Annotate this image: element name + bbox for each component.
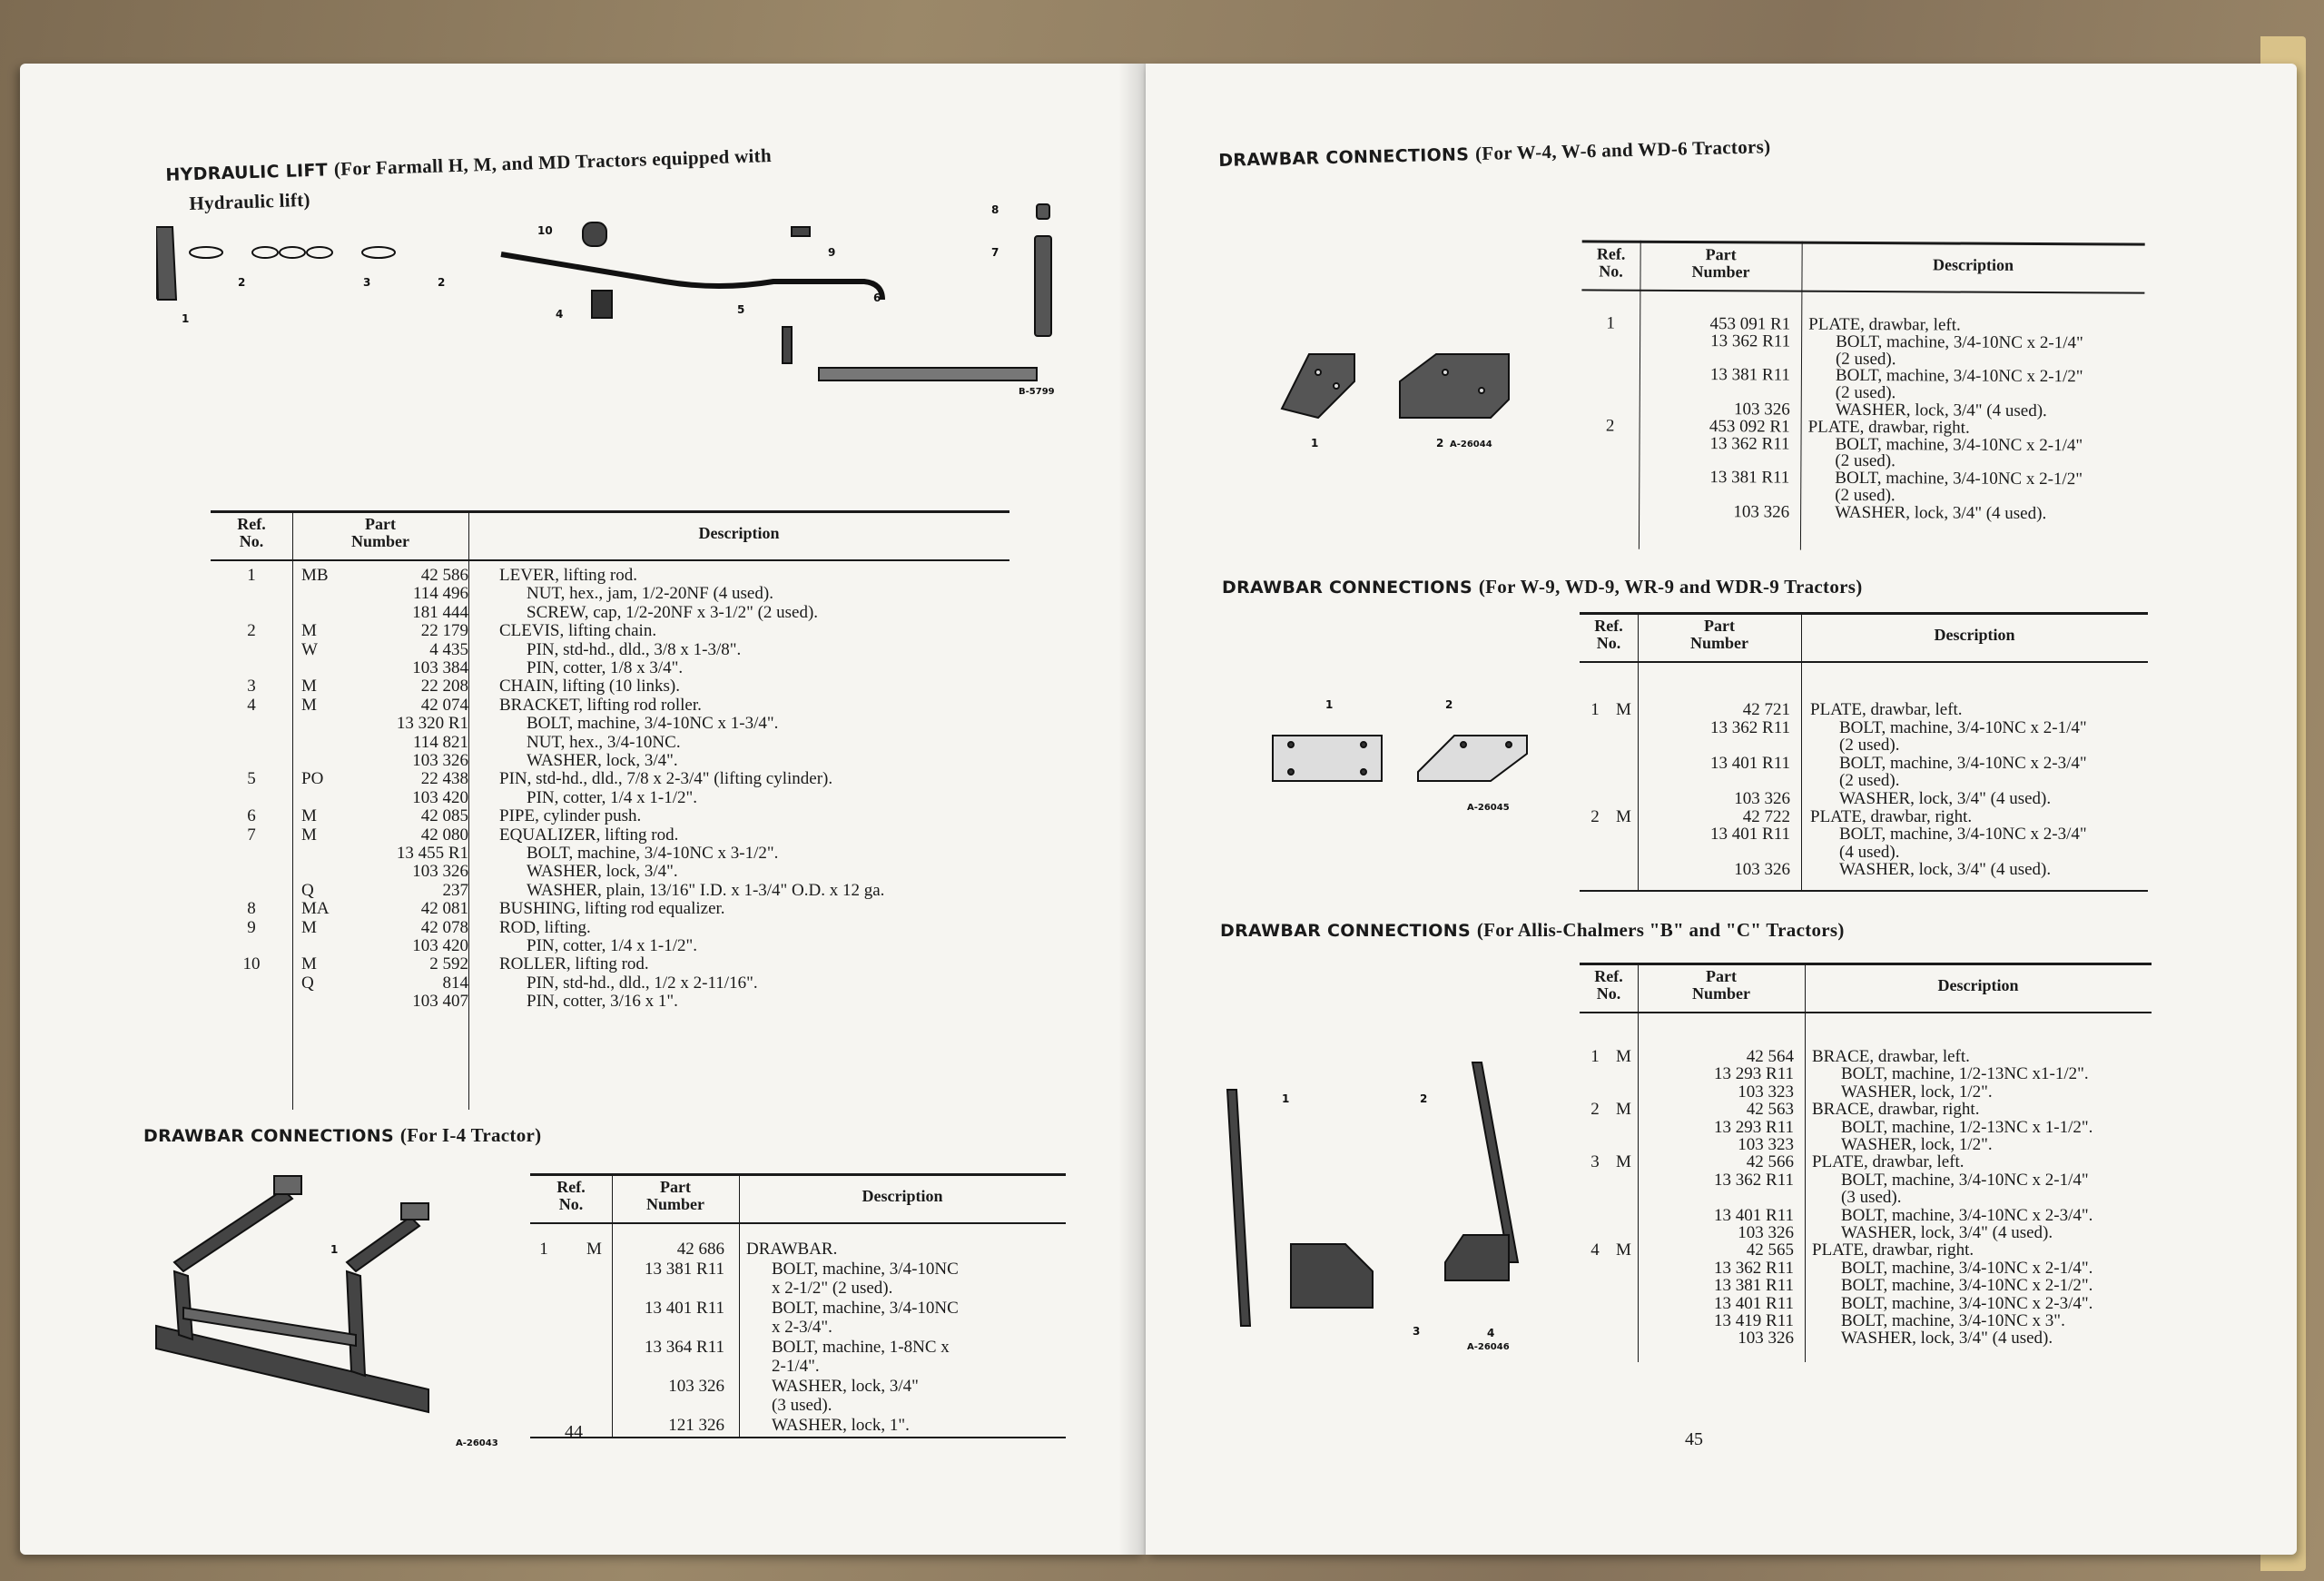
description-cell: BOLT, machine, 1/2-13NC x1-1/2".	[1841, 1064, 2089, 1084]
bolt-hole	[1361, 742, 1366, 747]
part-number-cell: 13 401 R11	[1714, 1205, 1794, 1225]
part-number-cell: 237	[442, 880, 468, 900]
plate-right	[1445, 1235, 1509, 1280]
description-cell: BOLT, machine, 3/4-10NC x 3".	[1841, 1311, 2065, 1330]
bolt-hole	[1315, 370, 1321, 375]
clevis-part	[190, 247, 222, 258]
drawbar-i4-heading	[143, 1124, 541, 1147]
part-code-cell: M	[301, 621, 317, 641]
description-cell: NUT, hex., 3/4-10NC.	[527, 732, 681, 752]
description-cell: BRACE, drawbar, right.	[1812, 1100, 1980, 1120]
drawbar-w9-heading	[1222, 576, 1863, 598]
part-code-cell: M	[1616, 1100, 1631, 1120]
bushing-top-part	[1037, 204, 1049, 219]
part-code-cell: M	[301, 695, 317, 715]
callout-1: 1	[1311, 437, 1319, 450]
description-cell: x 2-3/4".	[772, 1318, 832, 1337]
drawbar-leg	[347, 1271, 365, 1376]
col-description: Description	[862, 1187, 943, 1205]
callout-2b: 2	[438, 276, 446, 289]
hydraulic-lift-table	[211, 510, 1009, 1110]
ref-no-cell: 1	[1590, 700, 1600, 719]
drawbar-i4-subtitle: (For I-4 Tractor)	[399, 1124, 542, 1146]
plate-left	[1291, 1244, 1373, 1308]
drawbar-leg	[174, 1271, 192, 1339]
drawbar-w9-title: DRAWBAR CONNECTIONS	[1222, 578, 1472, 598]
description-cell: LEVER, lifting rod.	[499, 566, 637, 585]
description-cell: BOLT, machine, 3/4-10NC x 2-3/4"	[1839, 825, 2087, 845]
figure-code: A-26044	[1450, 440, 1492, 450]
callout-1: 1	[182, 312, 190, 325]
part-number-cell: 13 381 R11	[1714, 1276, 1794, 1296]
description-cell: CHAIN, lifting (10 links).	[499, 677, 680, 697]
ref-no-cell: 4	[247, 695, 256, 715]
part-code-cell: M	[1616, 1152, 1631, 1172]
part-number-cell: 121 326	[668, 1415, 724, 1435]
description-cell: BOLT, machine, 3/4-10NC x 2-1/2"	[1835, 366, 2083, 387]
callout-3: 3	[1413, 1325, 1421, 1338]
description-cell: PIN, cotter, 3/16 x 1".	[527, 992, 678, 1012]
part-number-cell: 13 293 R11	[1714, 1117, 1794, 1137]
callout-1: 1	[330, 1243, 339, 1256]
description-cell: BUSHING, lifting rod equalizer.	[499, 899, 725, 919]
part-number-cell: 13 362 R11	[1714, 1258, 1794, 1278]
bracket-part	[592, 291, 612, 318]
part-number-cell: 13 293 R11	[1714, 1064, 1794, 1084]
part-number-cell: 13 362 R11	[1709, 433, 1790, 454]
cylinder-push-pipe	[819, 368, 1037, 380]
description-cell: BOLT, machine, 3/4-10NC x 2-1/4"	[1835, 434, 2083, 455]
part-number-cell: 103 323	[1738, 1082, 1794, 1102]
part-number-cell: 103 326	[1733, 502, 1790, 522]
col-ref-no: Ref. No.	[556, 1178, 586, 1213]
part-code-cell: Q	[301, 880, 314, 900]
description-cell: BOLT, machine, 3/4-10NC x 2-3/4"	[1839, 753, 2087, 773]
ref-no-cell: 1	[1590, 1047, 1600, 1066]
ref-no-cell: 1	[539, 1240, 548, 1259]
drawbar-ac-figure	[1209, 1026, 1590, 1353]
part-number-cell: 42 564	[1746, 1047, 1794, 1066]
part-number-cell: 103 420	[412, 787, 468, 807]
part-number-cell: 42 074	[420, 695, 468, 715]
description-cell: PLATE, drawbar, right.	[1812, 1240, 1974, 1260]
description-cell: PIN, std-hd., dld., 3/8 x 1-3/8".	[527, 639, 742, 659]
callout-2: 2	[238, 276, 246, 289]
part-number-cell: 42 686	[676, 1240, 724, 1259]
part-number-cell: 13 364 R11	[645, 1337, 724, 1357]
bolt-hole	[1361, 769, 1366, 775]
part-number-cell: 42 722	[1742, 806, 1790, 826]
ref-no-cell: 10	[242, 954, 261, 974]
part-number-cell: 13 320 R1	[396, 714, 468, 734]
description-cell: BOLT, machine, 3/4-10NC x 2-1/4"	[1841, 1170, 2089, 1190]
description-cell: BRACKET, lifting rod roller.	[499, 695, 702, 715]
hydraulic-lift-figure	[156, 200, 1064, 400]
description-cell: PLATE, drawbar, left.	[1812, 1152, 1965, 1172]
ref-no-cell: 3	[1590, 1152, 1600, 1172]
chain-link	[280, 247, 305, 258]
hydraulic-lift-heading	[165, 144, 772, 186]
callout-2: 2	[1436, 437, 1444, 450]
description-cell: EQUALIZER, lifting rod.	[499, 825, 679, 845]
drawbar-w4-figure	[1264, 336, 1590, 481]
part-number-cell: 13 381 R11	[1709, 468, 1790, 488]
callout-1: 1	[1325, 698, 1334, 711]
callout-2: 2	[1445, 698, 1453, 711]
bolt-hole	[1334, 383, 1339, 389]
part-number-cell: 42 565	[1746, 1240, 1794, 1260]
description-cell: BOLT, machine, 1-8NC x	[772, 1337, 950, 1357]
description-cell: (4 used).	[1839, 842, 1900, 862]
lever-shape	[156, 227, 176, 300]
drawbar-w9-figure	[1255, 681, 1600, 817]
drawbar-w9-table	[1580, 612, 2148, 894]
part-code-cell: MB	[301, 566, 329, 585]
part-number-cell: 103 326	[668, 1376, 724, 1396]
description-cell: PLATE, drawbar, left.	[1808, 314, 1961, 335]
drawbar-front-bar	[156, 1326, 428, 1412]
description-cell: WASHER, lock, 3/4" (4 used).	[1841, 1223, 2053, 1242]
callout-4: 4	[1487, 1327, 1495, 1339]
drawbar-w4-title: DRAWBAR CONNECTIONS	[1218, 144, 1470, 171]
hydraulic-lift-subtitle-2: Hydraulic lift)	[189, 188, 311, 214]
part-number-cell: 103 326	[412, 751, 468, 770]
description-cell: PIN, std-hd., dld., 1/2 x 2-11/16".	[527, 973, 758, 993]
drawbar-ac-heading	[1220, 919, 1845, 942]
description-cell: (2 used).	[1839, 736, 1900, 756]
description-cell: PIPE, cylinder push.	[499, 806, 642, 826]
description-cell: (2 used).	[1835, 451, 1896, 471]
description-cell: BOLT, machine, 3/4-10NC	[772, 1298, 959, 1318]
col-description: Description	[1937, 976, 2019, 994]
part-number-cell: 13 455 R1	[396, 844, 468, 863]
hydraulic-lift-title: HYDRAULIC LIFT	[165, 160, 329, 185]
col-part-number: Part Number	[1690, 617, 1748, 652]
part-number-cell: 103 326	[412, 862, 468, 882]
description-cell: PLATE, drawbar, right.	[1810, 806, 1973, 826]
part-number-cell: 114 821	[412, 732, 468, 752]
bolt-hole	[1443, 370, 1448, 375]
drawbar-bracket	[401, 1203, 428, 1220]
col-part-number: Part Number	[646, 1178, 704, 1213]
drawbar-i4-figure	[120, 1153, 510, 1453]
part-number-cell: 13 401 R11	[1714, 1293, 1794, 1313]
figure-code: A-26043	[456, 1438, 498, 1448]
brace-left	[1227, 1090, 1250, 1326]
description-cell: BOLT, machine, 3/4-10NC x 2-1/4"	[1836, 331, 2083, 353]
part-code-cell: W	[301, 639, 318, 659]
part-number-cell: 103 323	[1738, 1135, 1794, 1154]
part-number-cell: 42 586	[420, 566, 468, 585]
ref-no-cell: 2	[1605, 416, 1615, 436]
description-cell: ROD, lifting.	[499, 917, 591, 937]
part-number-cell: 103 326	[1738, 1329, 1794, 1349]
drawbar-w4-heading	[1218, 135, 1771, 172]
callout-5: 5	[737, 303, 745, 316]
drawbar-w9-subtitle: (For W-9, WD-9, WR-9 and WDR-9 Tractors)	[1478, 576, 1863, 598]
part-number-cell: 42 078	[420, 917, 468, 937]
drawbar-ac-subtitle: (For Allis-Chalmers "B" and "C" Tractors)	[1476, 919, 1845, 941]
part-number-cell: 103 326	[1738, 1223, 1794, 1242]
bolt-hole	[1288, 742, 1294, 747]
description-cell: BOLT, machine, 1/2-13NC x 1-1/2".	[1841, 1117, 2093, 1137]
part-number-cell: 13 381 R11	[645, 1259, 724, 1279]
ref-no-cell: 5	[247, 769, 256, 789]
description-cell: WASHER, lock, 1/2".	[1841, 1135, 1993, 1154]
part-code-cell: M	[1616, 806, 1631, 826]
col-ref-no: Ref. No.	[1594, 617, 1623, 652]
part-number-cell: 22 179	[420, 621, 468, 641]
drawbar-bracket	[274, 1176, 301, 1194]
part-code-cell: M	[301, 825, 317, 845]
part-code-cell: MA	[301, 899, 330, 919]
ref-no-cell: 2	[1590, 1100, 1600, 1120]
drawbar-w4-subtitle: (For W-4, W-6 and WD-6 Tractors)	[1474, 135, 1771, 165]
part-number-cell: 103 384	[412, 658, 468, 677]
drawbar-rail	[347, 1217, 419, 1271]
part-number-cell: 4 435	[429, 639, 468, 659]
plate-right	[1400, 354, 1509, 418]
part-number-cell: 103 326	[1734, 789, 1790, 808]
figure-code: B-5799	[1019, 387, 1055, 397]
page-number: 45	[1685, 1429, 1703, 1449]
drawbar-ac-title: DRAWBAR CONNECTIONS	[1220, 921, 1471, 941]
ref-no-cell: 1	[247, 566, 256, 585]
part-code-cell: M	[1616, 700, 1631, 719]
ref-no-cell: 7	[247, 825, 256, 845]
part-number-cell: 114 496	[412, 584, 468, 604]
description-cell: WASHER, lock, 3/4".	[527, 751, 678, 770]
description-cell: BOLT, machine, 3/4-10NC x 3-1/2".	[527, 844, 779, 863]
description-cell: BOLT, machine, 3/4-10NC x 2-1/2"	[1835, 469, 2083, 489]
part-number-cell: 103 326	[1734, 860, 1790, 880]
description-cell: x 2-1/2" (2 used).	[772, 1279, 893, 1298]
part-number-cell: 22 208	[420, 677, 468, 697]
part-number-cell: 13 362 R11	[1710, 717, 1790, 737]
ref-no-cell: 6	[247, 806, 256, 826]
ref-no-cell: 1	[1606, 313, 1616, 333]
description-cell: 2-1/4".	[772, 1357, 820, 1376]
callout-4: 4	[556, 308, 564, 321]
drawbar-rail	[174, 1190, 292, 1271]
part-code-cell: M	[301, 806, 317, 826]
bushing-part	[792, 227, 810, 236]
page-number: 44	[565, 1422, 583, 1442]
drawbar-i4-title: DRAWBAR CONNECTIONS	[143, 1126, 394, 1146]
description-cell: BOLT, machine, 3/4-10NC x 2-3/4".	[1841, 1293, 2093, 1313]
description-cell: BRACE, drawbar, left.	[1812, 1047, 1970, 1066]
part-number-cell: 13 401 R11	[645, 1298, 724, 1318]
description-cell: PIN, cotter, 1/8 x 3/4".	[527, 658, 684, 677]
description-cell: NUT, hex., jam, 1/2-20NF (4 used).	[527, 584, 773, 604]
callout-6: 6	[873, 291, 881, 304]
part-number-cell: 2 592	[429, 954, 468, 974]
col-description: Description	[1933, 255, 2014, 274]
bolt-hole	[1288, 769, 1294, 775]
part-number-cell: 13 401 R11	[1710, 825, 1790, 845]
description-cell: PIN, cotter, 1/4 x 1-1/2".	[527, 936, 697, 955]
bolt-hole	[1461, 742, 1466, 747]
description-cell: BOLT, machine, 3/4-10NC	[772, 1259, 959, 1279]
description-cell: WASHER, lock, 3/4"	[772, 1376, 919, 1396]
ref-no-cell: 2	[247, 621, 256, 641]
part-code-cell: M	[1616, 1240, 1631, 1260]
description-cell: WASHER, lock, 1/2".	[1841, 1082, 1993, 1102]
col-ref-no: Ref. No.	[1596, 244, 1626, 281]
description-cell: (2 used).	[1835, 349, 1896, 369]
part-number-cell: 42 081	[420, 899, 468, 919]
col-part-number: Part Number	[351, 515, 409, 550]
plate-left	[1282, 354, 1354, 418]
bolt-hole	[1479, 388, 1484, 393]
equalizer-part	[1035, 236, 1051, 336]
ref-no-cell: 8	[247, 899, 256, 919]
description-cell: WASHER, lock, 3/4".	[527, 862, 678, 882]
description-cell: (2 used).	[1835, 383, 1896, 403]
callout-2: 2	[1420, 1092, 1428, 1105]
part-number-cell: 103 326	[1733, 400, 1790, 420]
part-number-cell: 13 381 R11	[1709, 365, 1790, 385]
col-description: Description	[1934, 626, 2015, 644]
ref-no-cell: 2	[1590, 806, 1600, 826]
description-cell: PIN, cotter, 1/4 x 1-1/2".	[527, 787, 697, 807]
part-number-cell: 42 080	[420, 825, 468, 845]
part-number-cell: 13 362 R11	[1714, 1170, 1794, 1190]
bolt-hole	[1506, 742, 1512, 747]
callout-8: 8	[991, 203, 1000, 216]
part-number-cell: 13 401 R11	[1710, 753, 1790, 773]
part-code-cell: M	[301, 677, 317, 697]
clevis-part	[362, 247, 395, 258]
part-code-cell: PO	[301, 769, 324, 789]
description-cell: PLATE, drawbar, left.	[1810, 700, 1963, 719]
left-page	[20, 64, 1146, 1555]
description-cell: SCREW, cap, 1/2-20NF x 3-1/2" (2 used).	[527, 602, 819, 622]
callout-7: 7	[991, 246, 1000, 259]
description-cell: WASHER, lock, 1".	[772, 1415, 910, 1435]
figure-code: A-26045	[1467, 803, 1510, 813]
lifting-rod	[501, 254, 882, 300]
part-number-cell: 42 085	[420, 806, 468, 826]
description-cell: (2 used).	[1839, 771, 1900, 791]
description-cell: BOLT, machine, 3/4-10NC x 2-3/4".	[1841, 1205, 2093, 1225]
right-page	[1146, 64, 2297, 1555]
part-code-cell: Q	[301, 973, 314, 993]
description-cell: BOLT, machine, 3/4-10NC x 2-1/4".	[1841, 1258, 2093, 1278]
col-description: Description	[698, 524, 780, 542]
part-number-cell: 42 563	[1746, 1100, 1794, 1120]
description-cell: WASHER, plain, 13/16" I.D. x 1-3/4" O.D. x 12 ga.	[527, 880, 885, 900]
part-number-cell: 22 438	[420, 769, 468, 789]
part-number-cell: 181 444	[412, 602, 468, 622]
col-part-number: Part Number	[1692, 967, 1750, 1003]
description-cell: BOLT, machine, 3/4-10NC x 2-1/2".	[1841, 1276, 2093, 1296]
part-number-cell: 814	[442, 973, 468, 993]
part-number-cell: 453 092 R1	[1709, 416, 1790, 437]
callout-1: 1	[1282, 1092, 1290, 1105]
pin-part	[783, 327, 792, 363]
description-cell: WASHER, lock, 3/4" (4 used).	[1835, 502, 2047, 523]
drawbar-i4-table	[530, 1173, 1066, 1438]
callout-9: 9	[828, 246, 836, 259]
part-number-cell: 42 721	[1742, 700, 1790, 719]
description-cell: WASHER, lock, 3/4" (4 used).	[1835, 400, 2047, 421]
description-cell: BOLT, machine, 3/4-10NC x 2-1/4"	[1839, 717, 2087, 737]
description-cell: CLEVIS, lifting chain.	[499, 621, 657, 641]
description-cell: (2 used).	[1835, 485, 1896, 506]
description-cell: (3 used).	[772, 1396, 832, 1415]
description-cell: WASHER, lock, 3/4" (4 used).	[1841, 1329, 2053, 1349]
part-number-cell: 103 407	[412, 992, 468, 1012]
roller-part	[583, 222, 606, 246]
part-number-cell: 13 362 R11	[1710, 331, 1791, 351]
description-cell: PIN, std-hd., dld., 7/8 x 2-3/4" (lifting cylinder).	[499, 769, 833, 789]
part-number-cell: 453 091 R1	[1709, 314, 1791, 334]
description-cell: DRAWBAR.	[746, 1240, 838, 1259]
ref-no-cell: 4	[1590, 1240, 1600, 1260]
brace-right	[1472, 1062, 1518, 1262]
chain-link	[307, 247, 332, 258]
part-number-cell: 103 420	[412, 936, 468, 955]
part-number-cell: 42 566	[1746, 1152, 1794, 1172]
description-cell: WASHER, lock, 3/4" (4 used).	[1839, 860, 2052, 880]
description-cell: (3 used).	[1841, 1188, 1902, 1208]
part-number-cell: 13 419 R11	[1714, 1311, 1794, 1330]
hydraulic-lift-subtitle: (For Farmall H, M, and MD Tractors equipped with	[333, 144, 773, 181]
drawbar-w4-table	[1581, 169, 2145, 553]
drawbar-ac-table	[1580, 955, 2152, 1364]
callout-3: 3	[363, 276, 371, 289]
ref-no-cell: 3	[247, 677, 256, 697]
description-cell: ROLLER, lifting rod.	[499, 954, 649, 974]
callout-10: 10	[537, 224, 553, 237]
ref-no-cell: 9	[247, 917, 256, 937]
chain-link	[252, 247, 278, 258]
part-code-cell: M	[586, 1240, 602, 1259]
description-cell: WASHER, lock, 3/4" (4 used).	[1839, 789, 2052, 808]
description-cell: BOLT, machine, 3/4-10NC x 1-3/4".	[527, 714, 779, 734]
part-code-cell: M	[301, 954, 317, 974]
col-ref-no: Ref. No.	[237, 515, 266, 550]
figure-code: A-26046	[1467, 1342, 1510, 1352]
part-code-cell: M	[1616, 1047, 1631, 1066]
col-ref-no: Ref. No.	[1594, 967, 1623, 1003]
part-code-cell: M	[301, 917, 317, 937]
description-cell: PLATE, drawbar, right.	[1807, 417, 1970, 438]
col-part-number: Part Number	[1691, 245, 1750, 282]
